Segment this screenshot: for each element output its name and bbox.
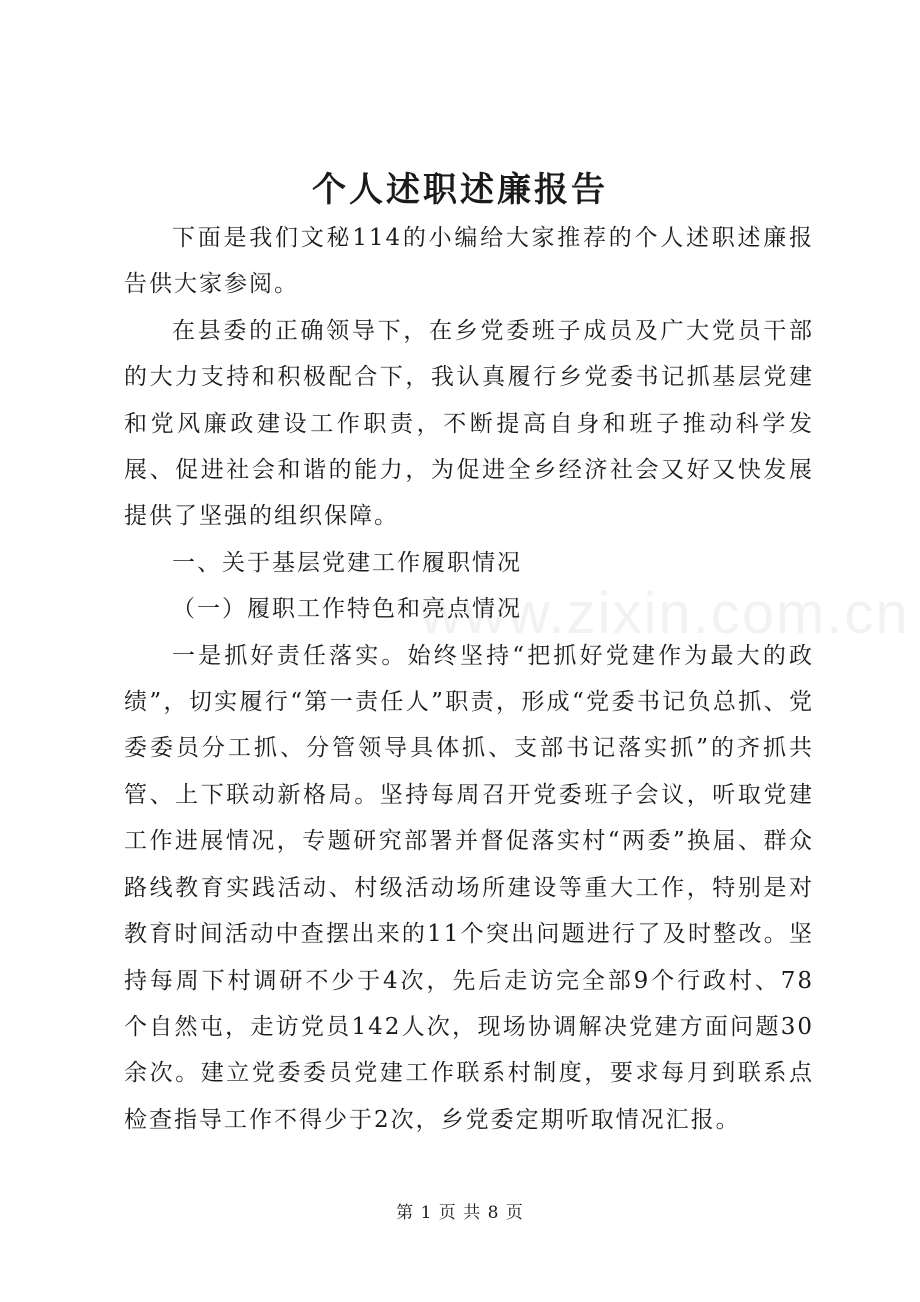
document-body bbox=[124, 215, 814, 1143]
paragraph-overview: 在县委的正确领导下，在乡党委班子成员及广大党员干部的大力支持和积极配合下，我认真履行乡党委书记抓基层党建和党风廉政建设工作职责，不断提高自身和班子推动科学发展、促进社会和谐的能力，为促进全乡经济社会又好又快发展提供了坚强的组织保障。 bbox=[124, 317, 814, 530]
paragraph-intro: 下面是我们文秘114的小编给大家推荐的个人述职述廉报告供大家参阅。 bbox=[124, 225, 814, 298]
page-number-footer: 第 1 页 共 8 页 bbox=[396, 1203, 524, 1223]
paragraph-responsibility: 一是抓好责任落实。始终坚持“把抓好党建作为最大的政绩”，切实履行“第一责任人”职责，形成“党委书记负总抓、党委委员分工抓、分管领导具体抓、支部书记落实抓”的齐抓共管、上下联动新格局。坚持每周召开党委班子会议，听取党建工作进展情况，专题研究部署并督促落实村“两委”换届、群众路线教育实践活动、村级活动场所建设等重大工作，特别是对教育时间活动中查摆出来的11个突出问题进行了及时整改。坚持每周下村调研不少于4次，先后走访完全部9个行政村、78个自然屯，走访党员142人次，现场协调解决党建方面问题30余次。建立党委委员党建工作联系村制度，要求每月到联系点检查指导工作不得少于2次，乡党委定期听取情况汇报。 bbox=[124, 642, 814, 1133]
section-heading: 一、关于基层党建工作履职情况 bbox=[172, 549, 522, 576]
watermark: www.zixin.com.cn bbox=[420, 581, 910, 646]
subsection-heading: （一）履职工作特色和亮点情况 bbox=[172, 596, 522, 623]
document-title: 个人述职述廉报告 bbox=[312, 170, 608, 210]
